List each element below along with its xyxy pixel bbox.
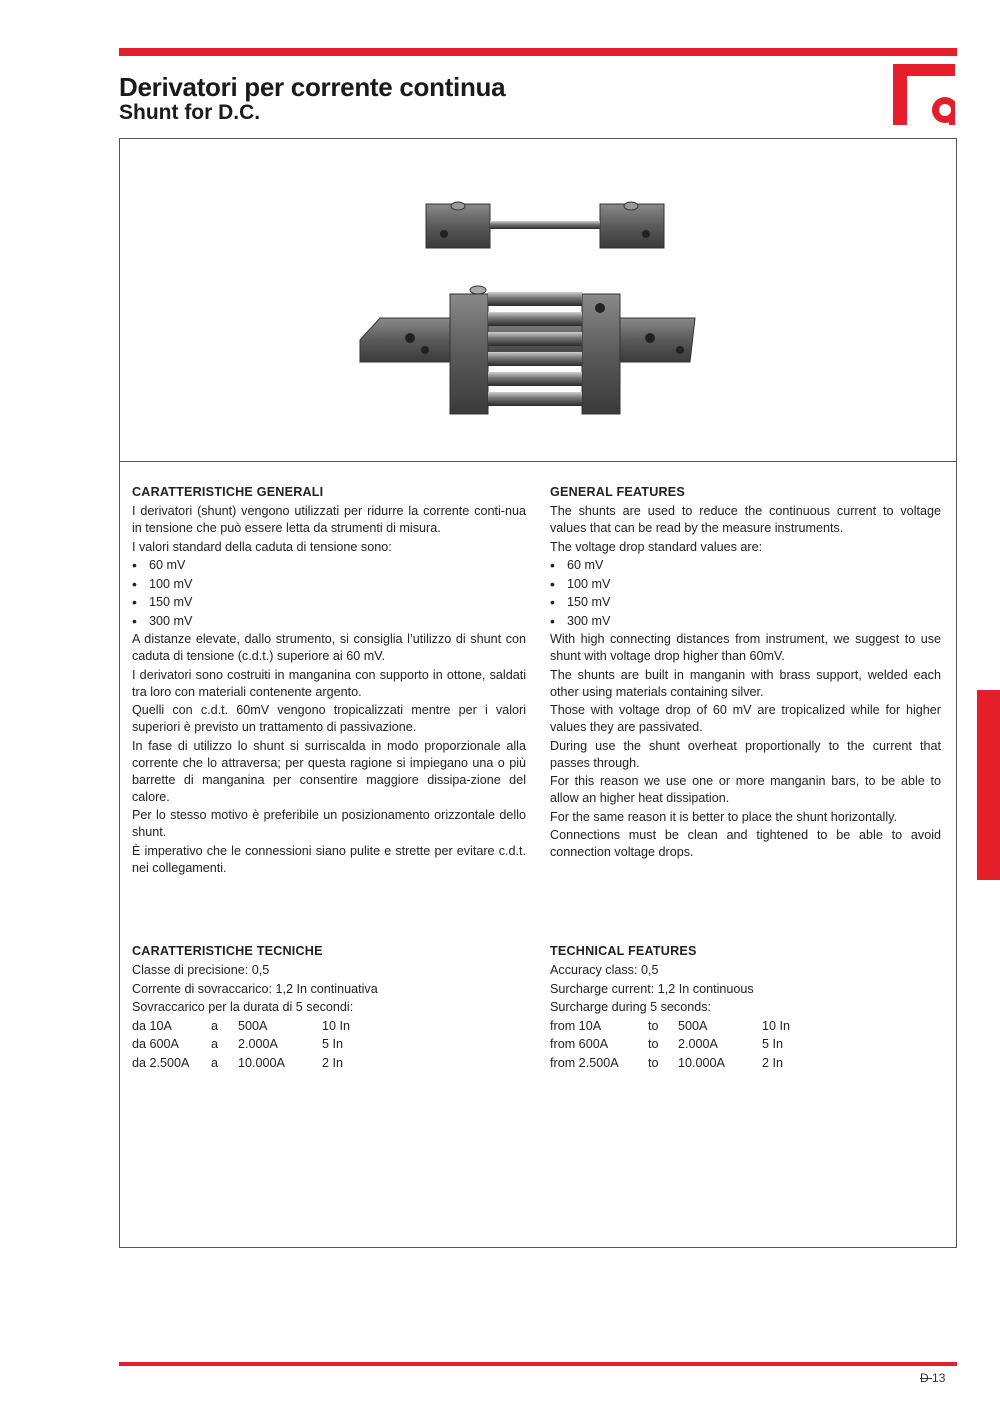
- table-row: [550, 1036, 790, 1055]
- table-cell: 500A: [678, 1018, 708, 1033]
- voltage-list: [132, 557, 526, 630]
- table-cell: 10.000A: [678, 1055, 725, 1070]
- paragraph: The shunts are built in manganin with brass support, welded each other using materials containing silver.: [550, 667, 941, 699]
- paragraph: Connections must be clean and tightened to be able to avoid connection voltage drops.: [550, 828, 941, 859]
- page-number-value: 13: [932, 1371, 946, 1385]
- dc-shunt-photo: [350, 190, 700, 420]
- top-red-bar: [119, 48, 957, 56]
- paragraph: I valori standard della caduta di tensione sono:: [132, 539, 392, 554]
- table-cell: a: [211, 1055, 219, 1070]
- paragraph: I derivatori (shunt) vengono utilizzati per ridurre la corrente conti-nua in tensione che può essere letta da strumenti di misura.: [132, 504, 526, 535]
- general-features-it: [132, 484, 526, 878]
- table-cell: 2.000A: [238, 1037, 278, 1051]
- section-tab-marker: [977, 690, 1000, 880]
- section-divider: [119, 461, 957, 462]
- table-cell: 5 In: [322, 1037, 344, 1051]
- list-item: • 150 mV: [550, 594, 941, 611]
- page-title: Derivatori per corrente continua: [119, 72, 506, 102]
- paragraph: The voltage drop standard values are:: [550, 539, 763, 554]
- company-logo-icon: [893, 64, 955, 125]
- paragraph: Per lo stesso motivo è preferibile un posizionamento orizzontale dello shunt.: [132, 808, 526, 839]
- list-item: • 60 mV: [550, 557, 941, 574]
- table-cell: da 600A: [132, 1037, 179, 1051]
- paragraph: È imperativo che le connessioni siano pulite e strette per evitare c.d.t. nei collegamenti.: [132, 843, 526, 875]
- list-item: • 150 mV: [132, 594, 526, 611]
- table-cell: 500A: [238, 1018, 268, 1033]
- table-cell: 2 In: [762, 1055, 784, 1070]
- section-heading: TECHNICAL FEATURES: [550, 944, 697, 958]
- table-cell: a: [211, 1037, 219, 1051]
- paragraph: I derivatori sono costruiti in manganina con supporto in ottone, saldati tra loro con materiali contenente argento.: [132, 667, 526, 699]
- section-heading: CARATTERISTICHE GENERALI: [132, 485, 324, 499]
- list-item: • 100 mV: [550, 576, 941, 593]
- table-cell: 2.000A: [678, 1037, 718, 1051]
- table-cell: 10.000A: [238, 1055, 285, 1070]
- table-row: [132, 1018, 350, 1037]
- paragraph: With high connecting distances from instrument, we suggest to use shunt with voltage drop higher than 60mV.: [550, 632, 941, 663]
- technical-features-it: [132, 943, 526, 1073]
- voltage-list: [550, 557, 941, 630]
- page-prefix: D: [920, 1371, 929, 1385]
- table-cell: da 10A: [132, 1018, 172, 1033]
- table-cell: from 10A: [550, 1018, 602, 1033]
- paragraph: Those with voltage drop of 60 mV are tropicalized while for higher values they are passivated.: [550, 703, 941, 734]
- list-item: • 60 mV: [132, 557, 526, 574]
- table-cell: a: [211, 1018, 219, 1033]
- spec-line: Surcharge current: 1,2 In continuous: [550, 981, 754, 996]
- general-features-en: [550, 484, 941, 863]
- page-number: [920, 1371, 945, 1385]
- table-cell: 2 In: [322, 1055, 344, 1070]
- section-heading: CARATTERISTICHE TECNICHE: [132, 944, 323, 958]
- list-item: • 300 mV: [550, 613, 941, 630]
- table-cell: 5 In: [762, 1037, 784, 1051]
- paragraph: During use the shunt overheat proportionally to the current that passes through.: [550, 738, 941, 770]
- table-cell: to: [648, 1055, 659, 1070]
- paragraph: A distanze elevate, dallo strumento, si consiglia l’utilizzo di shunt con caduta di tensione (c.d.t.) superiore ai 60 mV.: [132, 632, 526, 663]
- table-cell: 10 In: [322, 1018, 351, 1033]
- spec-line: Corrente di sovraccarico: 1,2 In continuativa: [132, 981, 378, 996]
- spec-line: Surcharge during 5 seconds:: [550, 1000, 712, 1014]
- table-cell: to: [648, 1018, 659, 1033]
- spec-line: Classe di precisione: 0,5: [132, 963, 270, 977]
- table-row: [550, 1018, 790, 1037]
- table-row: [550, 1055, 790, 1074]
- paragraph: In fase di utilizzo lo shunt si surriscalda in modo proporzionale alla corrente che lo attraversa; per questa ragione si impiegano una o più barrette di manganina per consentire maggiore dissipa-zione del calore.: [132, 738, 526, 804]
- paragraph: Quelli con c.d.t. 60mV vengono tropicalizzati mentre per i valori superiori è previsto un trattamento di passivazione.: [132, 703, 526, 734]
- paragraph: For the same reason it is better to place the shunt horizontally.: [550, 809, 897, 824]
- spec-line: Accuracy class: 0,5: [550, 963, 659, 977]
- table-cell: from 600A: [550, 1037, 609, 1051]
- table-cell: from 2.500A: [550, 1055, 619, 1070]
- section-heading: GENERAL FEATURES: [550, 485, 685, 499]
- table-row: [132, 1055, 350, 1074]
- table-cell: to: [648, 1037, 659, 1051]
- table-cell: 10 In: [762, 1018, 791, 1033]
- surcharge-table: [550, 1018, 790, 1074]
- surcharge-table: [132, 1018, 350, 1074]
- paragraph: For this reason we use one or more manganin bars, to be able to allow an higher heat dissipation.: [550, 774, 941, 805]
- table-cell: da 2.500A: [132, 1055, 190, 1070]
- paragraph: The shunts are used to reduce the continuous current to voltage values that can be read by the measure instruments.: [550, 504, 941, 535]
- table-row: [132, 1036, 350, 1055]
- technical-features-en: [550, 943, 941, 1073]
- page-subtitle: Shunt for D.C.: [119, 101, 261, 124]
- list-item: • 300 mV: [132, 613, 526, 630]
- list-item: • 100 mV: [132, 576, 526, 593]
- bottom-red-bar: [119, 1362, 957, 1366]
- spec-line: Sovraccarico per la durata di 5 secondi:: [132, 1000, 354, 1014]
